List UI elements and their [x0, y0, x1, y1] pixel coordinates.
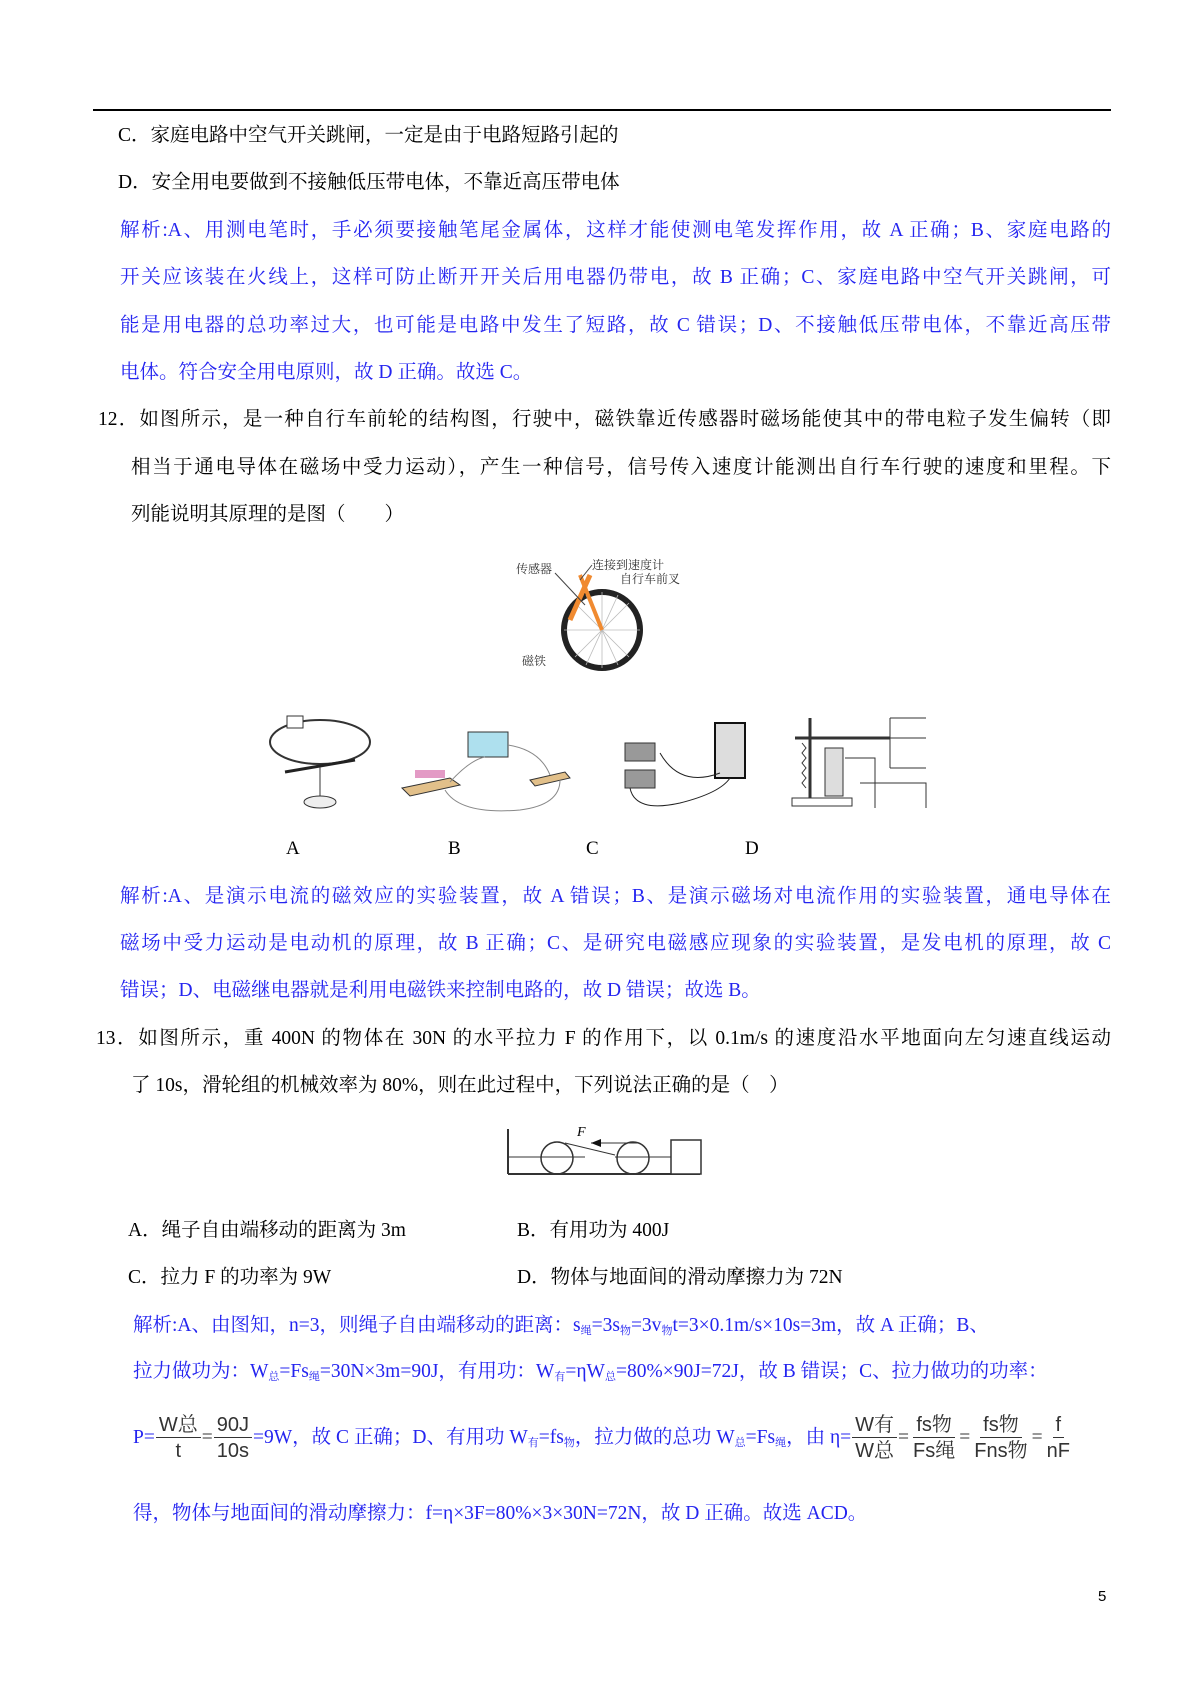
q13-option-b: B．有用功为 400J: [517, 1220, 670, 1241]
q13-option-c: C．拉力 F 的功率为 9W: [128, 1267, 332, 1288]
q13-analysis-formula-line: P= $\frac{\text{W总}}{t}$ = $\frac{90J}{10s}$ =9W，故 C 正确；D、有用功 $W_有=fs_物$，拉力做的总功 $W_总=Fs_绳$，由 η= $\frac{\text{W有}}{\text{W总}}$ = $\frac{\text{fs物}}{\text{Fs绳}}$ = $\frac{\text{fs物}}{\text{Fns物}}$ = $\frac{f}{nF}$: [133, 1410, 1074, 1471]
q13-analysis-line: 得，物体与地面间的滑动摩擦力：f=η×3F=80%×3×30N=72N，故 D 正确。故选 ACD。: [133, 1503, 868, 1524]
figure-label-c: C: [586, 838, 599, 859]
fraction: $\frac{90J}{10s}$: [214, 1413, 252, 1464]
figure-label-d: D: [745, 838, 759, 859]
q12-analysis-line: 解析:A、是演示电流的磁效应的实验装置，故 A 错误；B、是演示磁场对电流作用的实验装置，通电导体在: [120, 886, 1111, 907]
q13-option-d: D．物体与地面间的滑动摩擦力为 72N: [517, 1267, 843, 1288]
fraction: $\frac{\text{fs物}}{\text{Fs绳}}$: [913, 1414, 956, 1463]
q11-analysis-line: 电体。符合安全用电原则，故 D 正确。故选 C。: [120, 362, 533, 383]
fraction: $\frac{f}{nF}$: [1046, 1414, 1070, 1463]
q12-analysis-line: 错误；D、电磁继电器就是利用电磁铁来控制电路的，故 D 错误；故选 B。: [120, 980, 761, 1001]
fraction: $\frac{\text{W有}}{\text{W总}}$: [852, 1413, 897, 1464]
q13-stem-line: 了 10s，滑轮组的机械效率为 80%，则在此过程中，下列说法正确的是（ ）: [131, 1075, 789, 1096]
figure-a-oersted: [265, 712, 375, 812]
q11-analysis-line: 能是用电器的总功率过大，也可能是电路中发生了短路，故 C 错误；D、不接触低压带电体，不靠近高压带: [120, 315, 1111, 336]
q12-stem-line: 12．如图所示，是一种自行车前轮的结构图，行驶中，磁铁靠近传感器时磁场能使其中的带电粒子发生偏转（即: [98, 409, 1111, 430]
bike-label-magnet: 磁铁: [522, 654, 547, 668]
page-number: 5: [1098, 1588, 1107, 1605]
fraction: $\frac{\text{W总}}{t}$: [156, 1413, 201, 1464]
q11-option-c: C．家庭电路中空气开关跳闸，一定是由于电路短路引起的: [118, 125, 619, 146]
figure-b-motor: [400, 730, 590, 815]
bicycle-wheel-figure: [510, 555, 700, 675]
fraction: $\frac{\text{fs物}}{\text{Fns物}}$: [974, 1414, 1028, 1463]
figure-c-generator: [620, 718, 750, 813]
header-rule: [93, 109, 1111, 111]
q12-stem-line: 相当于通电导体在磁场中受力运动），产生一种信号，信号传入速度计能测出自行车行驶的速度和里程。下: [131, 457, 1111, 478]
q11-analysis-line: 开关应该装在火线上，这样可防止断开开关后用电器仍带电，故 B 正确；C、家庭电路中空气开关跳闸，可: [120, 267, 1111, 288]
q11-analysis-line: 解析:A、用测电笔时，手必须要接触笔尾金属体，这样才能使测电笔发挥作用，故 A 正确；B、家庭电路的: [120, 220, 1111, 241]
pulley-figure: [505, 1124, 705, 1194]
figure-label-a: A: [286, 838, 300, 859]
q11-option-d: D．安全用电要做到不接触低压带电体，不靠近高压带电体: [118, 172, 620, 193]
q13-analysis-line: 拉力做功为：$W_总=Fs_绳=30N\times 3m=90J$，有用功：$W_有=\eta W_总=80\%\times 90J=72J$，故 B 错误；C、拉力做功的功率：: [133, 1361, 1048, 1383]
q12-analysis-line: 磁场中受力运动是电动机的原理，故 B 正确；C、是研究电磁感应现象的实验装置，是发电机的原理，故 C: [120, 933, 1111, 954]
bike-label-sensor: 传感器: [516, 562, 553, 576]
force-label: F: [577, 1125, 586, 1140]
q13-stem-line: 13．如图所示，重 400N 的物体在 30N 的水平拉力 F 的作用下，以 0.1m/s 的速度沿水平地面向左匀速直线运动: [96, 1028, 1111, 1049]
q12-stem-line: 列能说明其原理的是图（ ）: [131, 504, 405, 525]
bike-label-connect: 连接到速度计: [592, 558, 665, 572]
q13-analysis-line: 解析:A、由图知，n=3，则绳子自由端移动的距离：$s_绳=3s_物=3v_物t=3\times 0.1m/s\times 10s=3m$，故 A 正确；B、: [133, 1315, 989, 1337]
q13-option-a: A．绳子自由端移动的距离为 3m: [128, 1220, 406, 1241]
figure-d-relay: [790, 713, 930, 813]
bike-label-fork: 自行车前叉: [620, 572, 681, 586]
figure-label-b: B: [448, 838, 461, 859]
